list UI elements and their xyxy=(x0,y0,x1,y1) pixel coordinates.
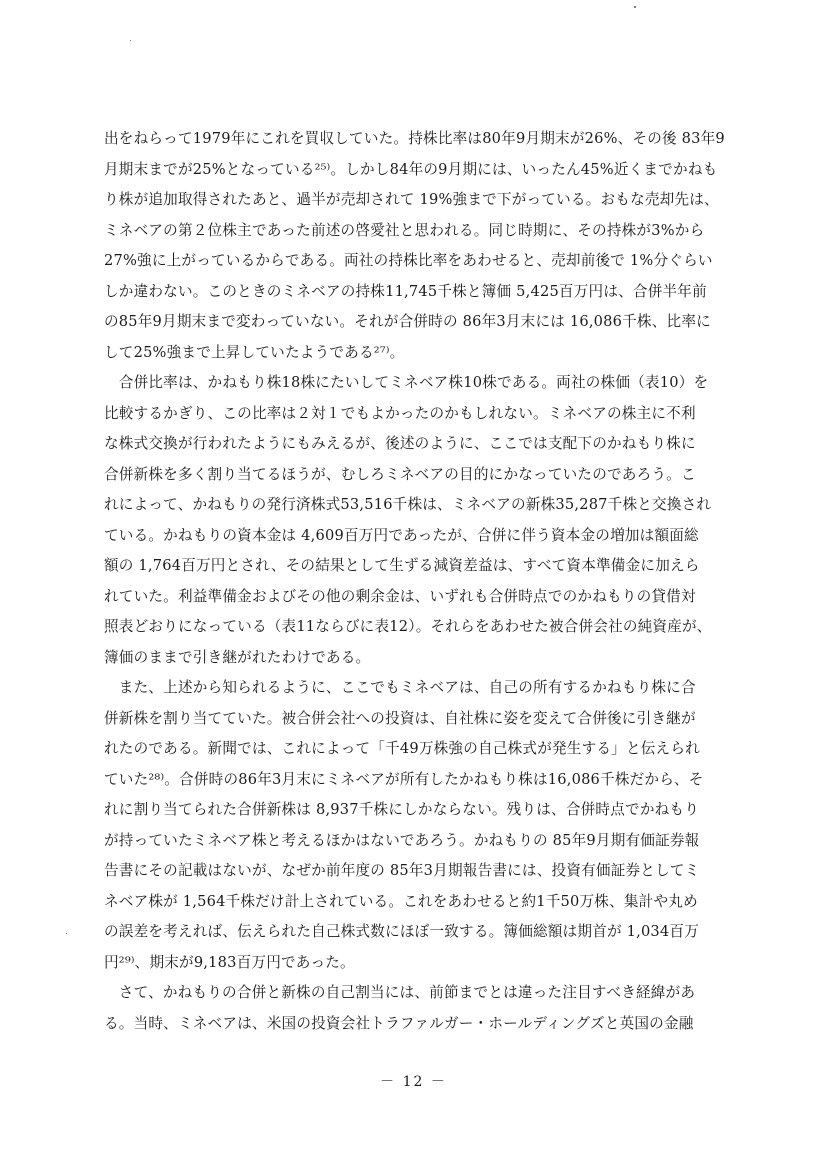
text-line: ている。かねもりの資本金は 4,609百万円であったが、合併に伴う資本金の増加は額面総 xyxy=(104,526,699,544)
text-line: 円²⁹⁾、期末が9,183百万円であった。 xyxy=(104,953,355,971)
text-line: ていた²⁸⁾。合併時の86年3月末にミネベアが所有したかねもり株は16,086千株だから、そ xyxy=(104,770,704,788)
text-line: しか違わない。このときのミネベアの持株11,745千株と簿価 5,425百万円は、合併半年前 xyxy=(104,282,707,300)
text-line: 月期末までが25%となっている²⁵⁾。しかし84年の9月期には、いったん45%近くまでかねも xyxy=(104,160,718,178)
text-line: り株が追加取得されたあと、過半が売却されて 19%強まで下がっている。おもな売却先は、 xyxy=(104,191,719,208)
text-line: さて、かねもりの合併と新株の自己割当には、前節までとは違った注目すべき経緯があ xyxy=(104,984,696,1001)
text-line: 簿価のままで引き継がれたわけである。 xyxy=(104,648,371,666)
text-line: が持っていたミネベア株と考えるほかはないであろう。かねもりの 85年9月期有価証券報 xyxy=(104,831,700,849)
text-line: 合併比率は、かねもり株18株にたいしてミネベア株10株である。両社の株価（表10）を xyxy=(104,374,709,391)
text-line: の誤差を考えれば、伝えられた自己株式数にほぼ一致する。簿価総額は期首が 1,034百万 xyxy=(104,923,699,940)
text-line: る。当時、ミネベアは、米国の投資会社トラファルガー・ホールディングズと英国の金融 xyxy=(104,1014,694,1032)
page-number: － 12 － xyxy=(380,1074,447,1090)
text-line: れていた。利益準備金およびその他の剰余金は、いずれも合併時点でのかねもりの貸借対 xyxy=(104,587,696,605)
text-line: 比較するかぎり、この比率は２対１でもよかったのかもしれない。ミネベアの株主に不利 xyxy=(104,404,696,422)
text-line: 出をねらって1979年にこれを買収していた。持株比率は80年9月期末が26%、その後 83年9 xyxy=(104,130,725,147)
text-line: ミネベアの第２位株主であった前述の啓愛社と思われる。同じ時期に、その持株が3%から xyxy=(104,221,705,239)
text-line: れによって、かねもりの発行済株式53,516千株は、ミネベアの新株35,287千株と交換され xyxy=(104,496,712,513)
text-line: 併新株を割り当てていた。被合併会社への投資は、自社株に姿を変えて合併後に引き継が xyxy=(104,709,696,727)
text-line: の85年9月期末まで変わっていない。それが合併時の 86年3月末には 16,086千株、比率に xyxy=(104,313,711,330)
text-line: な株式交換が行われたようにもみえるが、後述のように、ここでは支配下のかねもり株に xyxy=(104,435,696,452)
text-line: れたのである。新聞では、これによって「千49万株強の自己株式が発生する」と伝えられ xyxy=(104,740,700,757)
text-line: 合併新株を多く割り当てるほうが、むしろミネベアの目的にかなっていたのであろう。こ xyxy=(104,465,696,483)
text-line: して25%強まで上昇していたようである²⁷⁾。 xyxy=(104,343,405,361)
text-line: 27%強に上がっているからである。両社の持株比率をあわせると、売却前後で 1%分ぐらい xyxy=(104,252,713,269)
text-line: ネベア株が 1,564千株だけ計上されている。これをあわせると約1千50万株、集計や丸め xyxy=(104,892,698,910)
text-line: れに割り当てられた合併新株は 8,937千株にしかならない。残りは、合併時点でかねもり xyxy=(104,801,699,818)
body-text xyxy=(104,124,744,1039)
text-line: 告書にその記載はないが、なぜか前年度の 85年3月期報告書には、投資有価証券としてミ xyxy=(104,862,700,879)
text-line: また、上述から知られるように、ここでもミネベアは、自己の所有するかねもり株に合 xyxy=(104,679,696,696)
scan-speck xyxy=(130,40,131,41)
text-line: 照表どおりになっている（表11ならびに表12）。それらをあわせた被合併会社の純資産が、 xyxy=(104,618,712,635)
text-line: 額の 1,764百万円とされ、その結果として生ずる減資差益は、すべて資本準備金に加えら xyxy=(104,557,700,574)
scan-speck xyxy=(66,933,67,934)
scan-speck xyxy=(634,6,636,8)
